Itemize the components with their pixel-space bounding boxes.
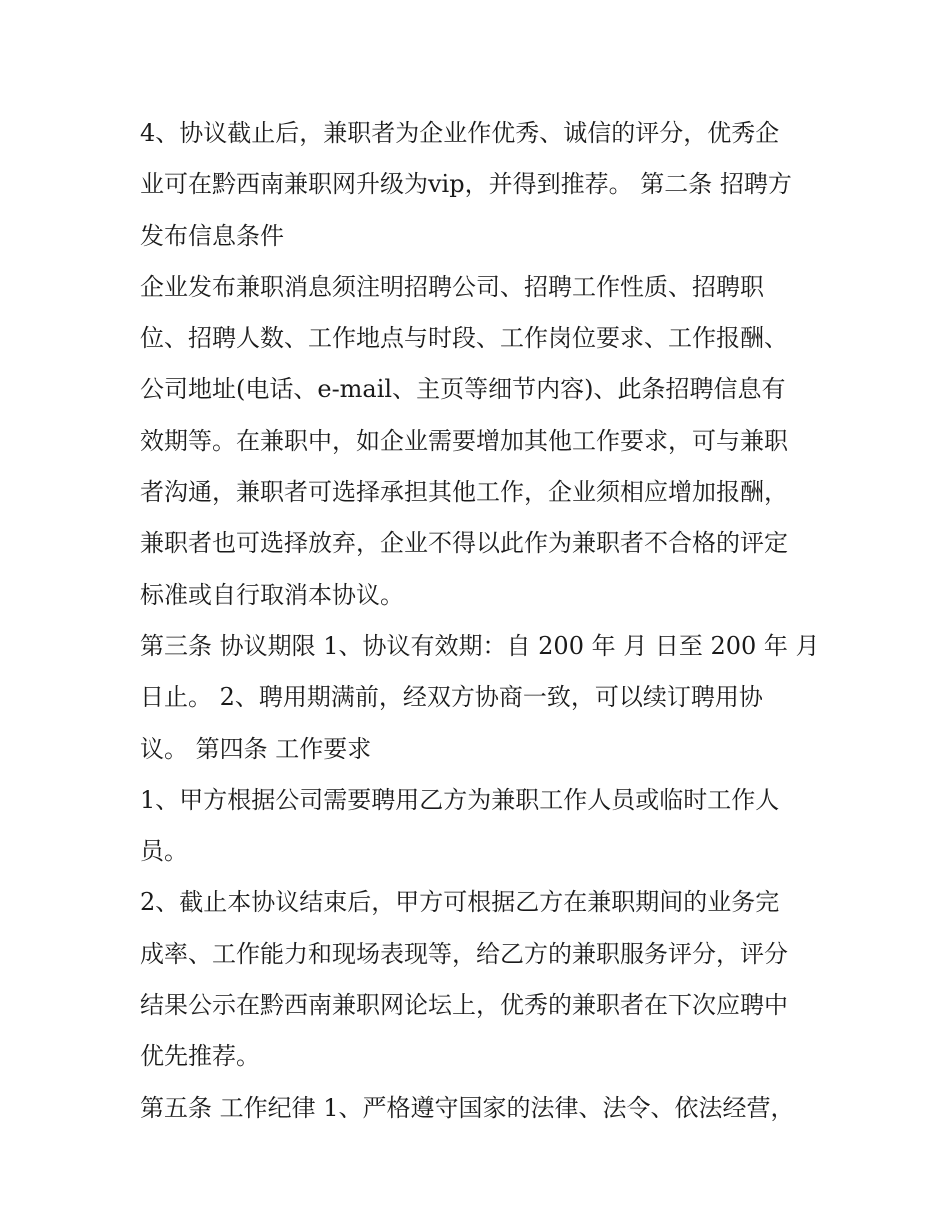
text-line: 位、招聘人数、工作地点与时段、工作岗位要求、工作报酬、	[140, 324, 788, 353]
text-line: 业可在黔西南兼职网升级为vip，并得到推荐。 第二条 招聘方	[140, 170, 792, 199]
text-line: 2、截止本协议结束后，甲方可根据乙方在兼职期间的业务完	[140, 888, 780, 917]
text-line: 员。	[140, 837, 188, 866]
text-line: 者沟通，兼职者可选择承担其他工作，企业须相应增加报酬，	[140, 478, 788, 507]
text-line: 结果公示在黔西南兼职网论坛上，优秀的兼职者在下次应聘中	[140, 991, 788, 1020]
text-line: 日止。 2、聘用期满前，经双方协商一致，可以续订聘用协	[140, 683, 763, 712]
text-line: 4、协议截止后，兼职者为企业作优秀、诚信的评分，优秀企	[140, 119, 780, 147]
text-line: 第五条 工作纪律 1、严格遵守国家的法律、法令、依法经营，	[140, 1093, 795, 1122]
text-line: 优先推荐。	[140, 1042, 260, 1071]
text-line: 兼职者也可选择放弃，企业不得以此作为兼职者不合格的评定	[140, 529, 788, 558]
text-line: 效期等。在兼职中，如企业需要增加其他工作要求，可与兼职	[140, 426, 788, 455]
document-body	[140, 108, 820, 1134]
text-line: 第三条 协议期限 1、协议有效期：自 200 年 月 日至 200 年 月	[140, 631, 820, 660]
text-line: 标准或自行取消本协议。	[140, 580, 404, 609]
text-line: 成率、工作能力和现场表现等，给乙方的兼职服务评分，评分	[140, 939, 788, 968]
text-line: 议。 第四条 工作要求	[140, 734, 372, 763]
text-line: 1、甲方根据公司需要聘用乙方为兼职工作人员或临时工作人	[140, 785, 780, 814]
text-line: 发布信息条件	[140, 221, 284, 250]
text-line: 企业发布兼职消息须注明招聘公司、招聘工作性质、招聘职	[140, 272, 764, 301]
text-line: 公司地址(电话、e-mail、主页等细节内容)、此条招聘信息有	[140, 375, 786, 404]
